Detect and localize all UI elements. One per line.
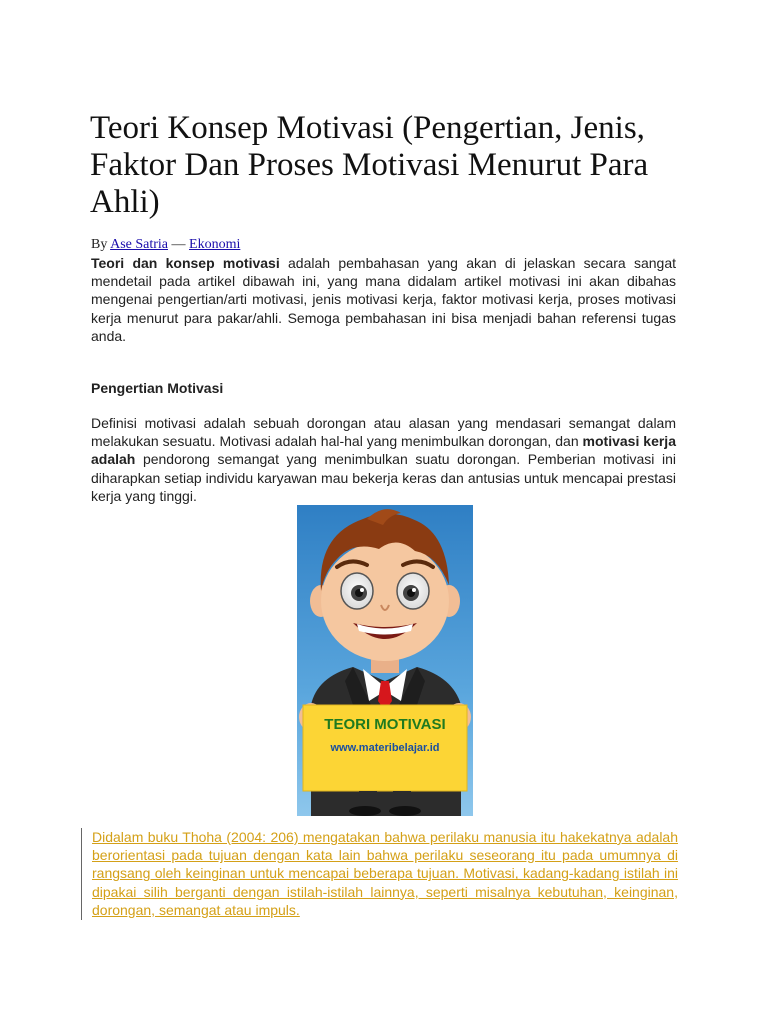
- sign-title: TEORI MOTIVASI: [324, 716, 446, 733]
- byline: [91, 237, 240, 253]
- definition-text-1: Definisi motivasi adalah sebuah dorongan atau alasan yang mendasari semangat dalam melakukan sesuatu. Motivasi adalah hal-hal yang menimbulkan dorongan, dan: [91, 415, 676, 450]
- blockquote: [81, 828, 678, 920]
- definition-paragraph: [91, 414, 676, 505]
- article-title: Teori Konsep Motivasi (Pengertian, Jenis, Faktor Dan Proses Motivasi Menurut Para Ahli): [90, 110, 649, 220]
- intro-bold-term: Teori dan konsep motivasi: [91, 255, 280, 271]
- motivation-illustration: [297, 505, 473, 816]
- definition-bold-term: motivasi kerja adalah: [91, 433, 676, 468]
- byline-prefix: By: [91, 237, 111, 252]
- intro-text: adalah pembahasan yang akan di jelaskan secara sangat mendetail pada artikel dibawah ini, yang mana didalam artikel motivasi ini akan dibahas mengenai pengertian/arti motivasi, jenis motivasi kerja, faktor motivasi kerja, proses motivasi kerja menurut para pakar/ahli. Semoga pembahasan ini bisa menjadi bahan referensi tugas anda.: [91, 255, 676, 344]
- quote-text[interactable]: Didalam buku Thoha (2004: 206) mengatakan bahwa perilaku manusia itu hakekatnya adalah berorientasi pada tujuan dengan kata lain bahwa perilaku seseorang itu pada umumnya di rangsang oleh keinginan untuk mencapai beberapa tujuan. Motivasi, kadang-kadang istilah ini dipakai silih berganti dengan istilah-istilah lainnya, seperti misalnya kebutuhan, keinginan, dorongan, semangat atau impuls.: [92, 829, 678, 918]
- section-heading: Pengertian Motivasi: [91, 380, 224, 396]
- sign-url: www.materibelajar.id: [330, 742, 440, 754]
- author-link[interactable]: Ase Satria: [110, 237, 169, 252]
- intro-paragraph: [91, 254, 676, 345]
- byline-separator: —: [168, 237, 190, 252]
- definition-text-2: pendorong semangat yang menimbulkan suatu dorongan. Pemberian motivasi ini diharapkan setiap individu karyawan mau bekerja keras dan antusias untuk mencapai prestasi kerja yang tinggi.: [91, 451, 676, 504]
- category-link[interactable]: Ekonomi: [189, 237, 241, 252]
